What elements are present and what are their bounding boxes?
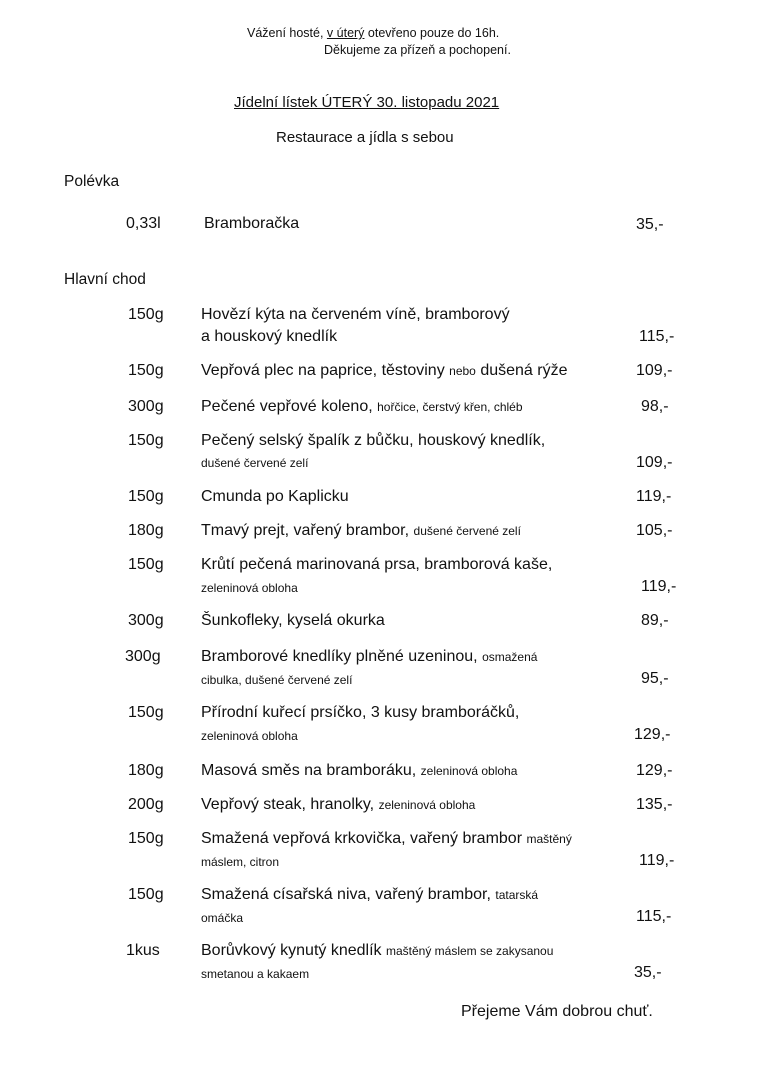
item-side: dušené červené zelí [413,524,521,538]
item-price: 119,- [641,578,677,595]
item-name [201,522,521,540]
item-qty: 150g [128,362,164,379]
item-name [201,362,567,380]
item-price: 35,- [634,964,662,981]
item-name [201,796,475,814]
item-name-text: dušená rýže [480,362,568,379]
item-price: 135,- [636,796,673,813]
item-name: Hovězí kýta na červeném víně, bramborový [201,306,510,323]
item-name-text: Smažená vepřová krkovička, vařený brambor [201,830,523,847]
item-qty: 150g [128,306,164,323]
item-qty: 0,33l [126,215,161,232]
item-name-text: Vepřový steak, hranolky, [201,796,375,813]
item-qty: 300g [125,648,161,665]
item-name-text: Masová směs na bramboráku, [201,762,417,779]
closing-wish: Přejeme Vám dobrou chuť. [461,1003,653,1020]
item-price: 109,- [636,454,673,471]
item-name-text: Bramborové knedlíky plněné uzeninou, [201,648,478,665]
item-price: 105,- [636,522,673,539]
item-qty: 150g [128,432,164,449]
item-qty: 1kus [126,942,160,959]
item-qty: 150g [128,886,164,903]
section-heading-main: Hlavní chod [64,271,146,288]
item-price: 129,- [636,762,673,779]
item-price: 89,- [641,612,669,629]
item-qty: 150g [128,556,164,573]
item-name-text: Pečené vepřové koleno, [201,398,373,415]
notice-text: Vážení hosté, [247,26,327,40]
item-name-text: Smažená císařská niva, vařený brambor, [201,886,491,903]
item-price: 109,- [636,362,673,379]
item-price: 129,- [634,726,671,743]
item-name-text: Tmavý prejt, vařený brambor, [201,522,410,539]
menu-title: Jídelní lístek ÚTERÝ 30. listopadu 2021 [234,94,500,111]
item-price: 119,- [636,488,672,505]
item-side: smetanou a kakaem [201,967,310,981]
item-price: 115,- [639,328,675,345]
item-name: Přírodní kuřecí prsíčko, 3 kusy bramboráčků, [201,704,520,721]
item-qty: 300g [128,398,164,415]
item-name [201,648,537,666]
item-side: maštěný [526,832,572,846]
item-price: 115,- [636,908,672,925]
notice-line-2: Děkujeme za přízeň a pochopení. [324,43,511,57]
item-side: dušené červené zelí [201,456,309,470]
item-qty: 200g [128,796,164,813]
item-side: zeleninová obloha [201,581,298,595]
item-name: Krůtí pečená marinovaná prsa, bramborová kaše, [201,556,553,573]
item-price: 35,- [636,216,664,233]
item-name [201,830,572,848]
item-side: zeleninová obloha [201,729,298,743]
item-side: zeleninová obloha [420,764,518,778]
item-name [201,886,538,904]
item-name-line-2: a houskový knedlík [201,328,338,345]
item-qty: 150g [128,830,164,847]
item-qty: 150g [128,704,164,721]
item-name: Cmunda po Kaplicku [201,488,349,505]
item-name: Šunkofleky, kyselá okurka [201,612,385,629]
item-side: maštěný máslem se zakysanou [385,944,554,958]
item-name [201,942,553,960]
notice-line-1 [247,26,499,40]
item-side: hořčice, čerstvý křen, chléb [377,400,523,414]
item-name: Pečený selský špalík z bůčku, houskový knedlík, [201,432,546,449]
item-qty: 300g [128,612,164,629]
item-name-text: Borůvkový kynutý knedlík [201,942,382,959]
notice-day: v úterý [326,26,365,40]
item-qty: 180g [128,762,164,779]
section-heading-soup: Polévka [64,173,120,190]
item-side: tatarská [495,888,539,902]
item-name: Bramboračka [204,215,300,232]
item-price: 98,- [641,398,669,415]
notice-text: otevřeno pouze do 16h. [364,26,500,40]
item-side: osmažená [482,650,538,664]
item-side: zeleninová obloha [378,798,476,812]
item-side: cibulka, dušené červené zelí [201,673,353,687]
item-side: nebo [449,364,476,378]
item-name-text: Vepřová plec na paprice, těstoviny [201,362,445,379]
menu-subtitle: Restaurace a jídla s sebou [276,129,454,146]
item-name [201,398,523,416]
item-side: omáčka [201,911,244,925]
item-name [201,762,517,780]
item-qty: 180g [128,522,164,539]
item-qty: 150g [128,488,164,505]
item-price: 95,- [641,670,669,687]
item-side: máslem, citron [201,855,280,869]
item-price: 119,- [639,852,675,869]
